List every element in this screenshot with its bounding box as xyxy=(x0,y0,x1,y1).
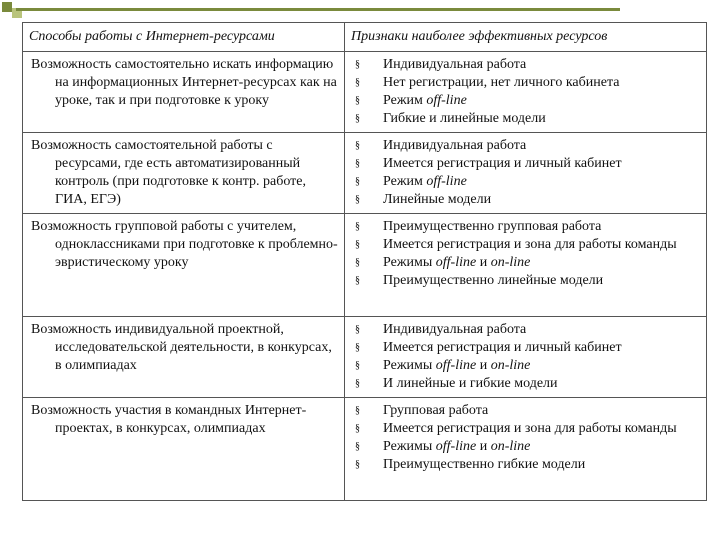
bullet-icon: § xyxy=(355,441,360,452)
feature-conj: и xyxy=(476,358,491,373)
features-cell xyxy=(345,52,707,133)
way-text: Возможность участия в командных Интернет-проектах, в конкурсах, олимпиадах xyxy=(31,403,307,436)
feature-item xyxy=(349,110,702,128)
feature-text: Имеется регистрация и личный кабинет xyxy=(383,340,622,355)
table-row xyxy=(23,398,707,501)
feature-item xyxy=(349,218,702,236)
feature-item xyxy=(349,438,702,456)
feature-item xyxy=(349,321,702,339)
bullet-icon: § xyxy=(355,140,360,151)
feature-text: Нет регистрации, нет личного кабинета xyxy=(383,75,620,90)
feature-mode: off-line xyxy=(426,174,467,189)
feature-item xyxy=(349,56,702,74)
way-text: Возможность самостоятельно искать информацию на информационных Интернет-ресурсах как на уроке, так и при подготовке к уроку xyxy=(31,57,337,108)
table-row xyxy=(23,214,707,317)
features-list xyxy=(349,402,702,474)
bullet-icon: § xyxy=(355,239,360,250)
feature-item xyxy=(349,420,702,438)
bullet-icon: § xyxy=(355,342,360,353)
feature-text: Гибкие и линейные модели xyxy=(383,111,546,126)
bullet-icon: § xyxy=(355,194,360,205)
feature-mode: off-line xyxy=(435,255,477,270)
resources-table xyxy=(22,22,707,501)
bullet-icon: § xyxy=(355,324,360,335)
bullet-icon: § xyxy=(355,423,360,434)
slide-decoration-bar xyxy=(0,0,620,22)
way-text: Возможность самостоятельной работы с ресурсами, где есть автоматизированный контроль (при подготовке к контр. работе, ГИА, ЕГЭ) xyxy=(31,138,306,207)
bullet-icon: § xyxy=(355,59,360,70)
feature-text: Групповая работа xyxy=(383,403,489,418)
bullet-icon: § xyxy=(355,459,360,470)
bullet-icon: § xyxy=(355,257,360,268)
feature-text: Индивидуальная работа xyxy=(383,322,527,337)
table-row xyxy=(23,317,707,398)
way-text: Возможность групповой работы с учителем, одноклассниками при подготовке к проблемно-эвристическому уроку xyxy=(31,219,338,270)
feature-item xyxy=(349,254,702,272)
features-list xyxy=(349,137,702,209)
decoration-line xyxy=(16,8,620,11)
features-cell xyxy=(345,398,707,501)
feature-conj: и xyxy=(476,439,491,454)
bullet-icon: § xyxy=(355,275,360,286)
features-cell xyxy=(345,133,707,214)
feature-item xyxy=(349,357,702,375)
feature-mode: on-line xyxy=(490,255,531,270)
features-list xyxy=(349,218,702,290)
bullet-icon: § xyxy=(355,405,360,416)
feature-item xyxy=(349,191,702,209)
feature-mode: off-line xyxy=(435,358,477,373)
feature-item xyxy=(349,74,702,92)
feature-text: Индивидуальная работа xyxy=(383,138,527,153)
feature-text: Режимы xyxy=(383,358,436,373)
feature-text: Имеется регистрация и зона для работы команды xyxy=(383,237,677,252)
table-header-row xyxy=(23,23,707,52)
features-list xyxy=(349,56,702,128)
feature-item xyxy=(349,92,702,110)
header-ways: Способы работы с Интернет-ресурсами xyxy=(23,23,345,52)
feature-text: Преимущественно групповая работа xyxy=(383,219,602,234)
feature-conj: и xyxy=(476,255,491,270)
bullet-icon: § xyxy=(355,378,360,389)
bullet-icon: § xyxy=(355,113,360,124)
feature-item xyxy=(349,137,702,155)
deco-square xyxy=(2,2,12,12)
feature-text: Имеется регистрация и личный кабинет xyxy=(383,156,622,171)
bullet-icon: § xyxy=(355,360,360,371)
feature-item xyxy=(349,402,702,420)
feature-text: Режим xyxy=(383,174,427,189)
way-cell xyxy=(23,133,345,214)
feature-text: Режим xyxy=(383,93,427,108)
way-cell xyxy=(23,317,345,398)
feature-text: Имеется регистрация и зона для работы команды xyxy=(383,421,677,436)
feature-text: Индивидуальная работа xyxy=(383,57,527,72)
header-features: Признаки наиболее эффективных ресурсов xyxy=(345,23,707,52)
bullet-icon: § xyxy=(355,95,360,106)
way-text: Возможность индивидуальной проектной, исследовательской деятельности, в конкурсах, в олимпиадах xyxy=(31,322,332,373)
feature-text: Режимы xyxy=(383,439,436,454)
way-cell xyxy=(23,214,345,317)
way-cell xyxy=(23,52,345,133)
way-cell xyxy=(23,398,345,501)
feature-text: Режимы xyxy=(383,255,436,270)
feature-mode: off-line xyxy=(426,93,467,108)
feature-mode: off-line xyxy=(435,439,477,454)
feature-text: Линейные модели xyxy=(383,192,492,207)
feature-item xyxy=(349,155,702,173)
feature-text: И линейные и гибкие модели xyxy=(383,376,558,391)
feature-text: Преимущественно гибкие модели xyxy=(383,457,586,472)
feature-item xyxy=(349,173,702,191)
table-row xyxy=(23,133,707,214)
table-body xyxy=(23,52,707,501)
bullet-icon: § xyxy=(355,176,360,187)
feature-item xyxy=(349,339,702,357)
features-list xyxy=(349,321,702,393)
features-cell xyxy=(345,214,707,317)
feature-item xyxy=(349,375,702,393)
feature-mode: on-line xyxy=(490,358,531,373)
feature-item xyxy=(349,272,702,290)
bullet-icon: § xyxy=(355,221,360,232)
feature-item xyxy=(349,456,702,474)
features-cell xyxy=(345,317,707,398)
feature-mode: on-line xyxy=(490,439,531,454)
bullet-icon: § xyxy=(355,77,360,88)
table-row xyxy=(23,52,707,133)
feature-item xyxy=(349,236,702,254)
bullet-icon: § xyxy=(355,158,360,169)
feature-text: Преимущественно линейные модели xyxy=(383,273,604,288)
